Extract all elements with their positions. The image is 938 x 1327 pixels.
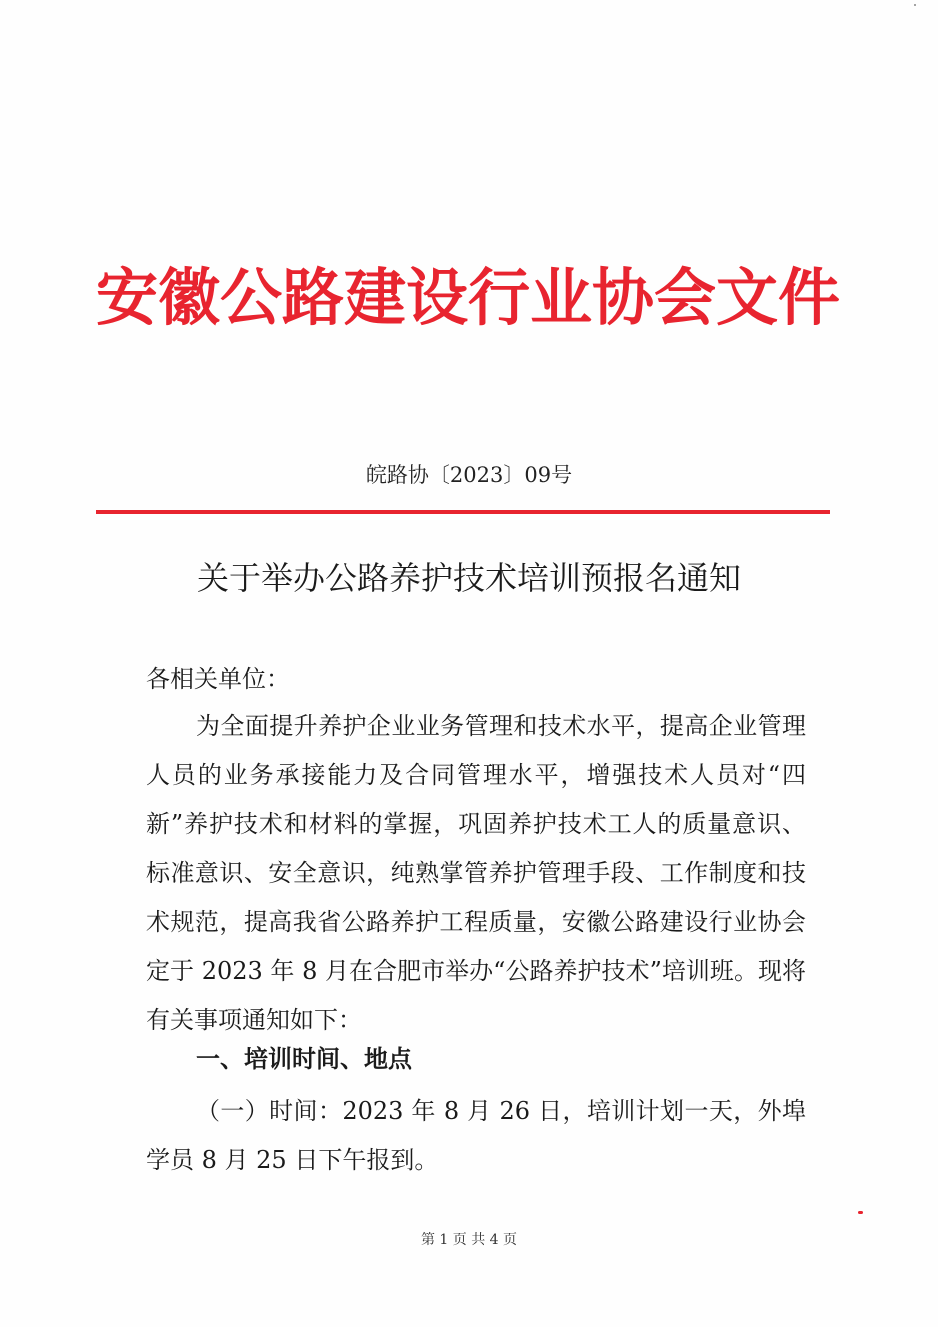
org-header-title: 安徽公路建设行业协会文件 xyxy=(96,261,841,334)
red-divider-rule xyxy=(96,510,830,514)
training-time-item: （一）时间：2023 年 8 月 26 日，培训计划一天，外埠学员 8 月 25 日下午报到。 xyxy=(146,1097,806,1174)
salutation: 各相关单位： xyxy=(146,665,290,693)
document-number: 皖路协〔2023〕09号 xyxy=(365,463,573,487)
page-footer: 第 1 页 共 4 页 xyxy=(420,1232,518,1248)
document-title: 关于举办公路养护技术培训预报名通知 xyxy=(196,559,741,597)
body-paragraph: 为全面提升养护企业业务管理和技术水平，提高企业管理人员的业务承接能力及合同管理水平，增强技术人员对“四新”养护技术和材料的掌握，巩固养护技术工人的质量意识、标准意识、安全意识，纯熟掌管养护管理手段、工作制度和技术规范，提高我省公路养护工程质量，安徽公路建设行业协会定于 2023 年 8 月在合肥市举办“公路养护技术”培训班。现将有关事项通知如下： xyxy=(146,712,806,1034)
section-heading-training-time-place: 一、培训时间、地点 xyxy=(196,1045,412,1073)
scan-speck-mark xyxy=(858,1211,863,1214)
scan-dot-mark xyxy=(914,4,916,6)
